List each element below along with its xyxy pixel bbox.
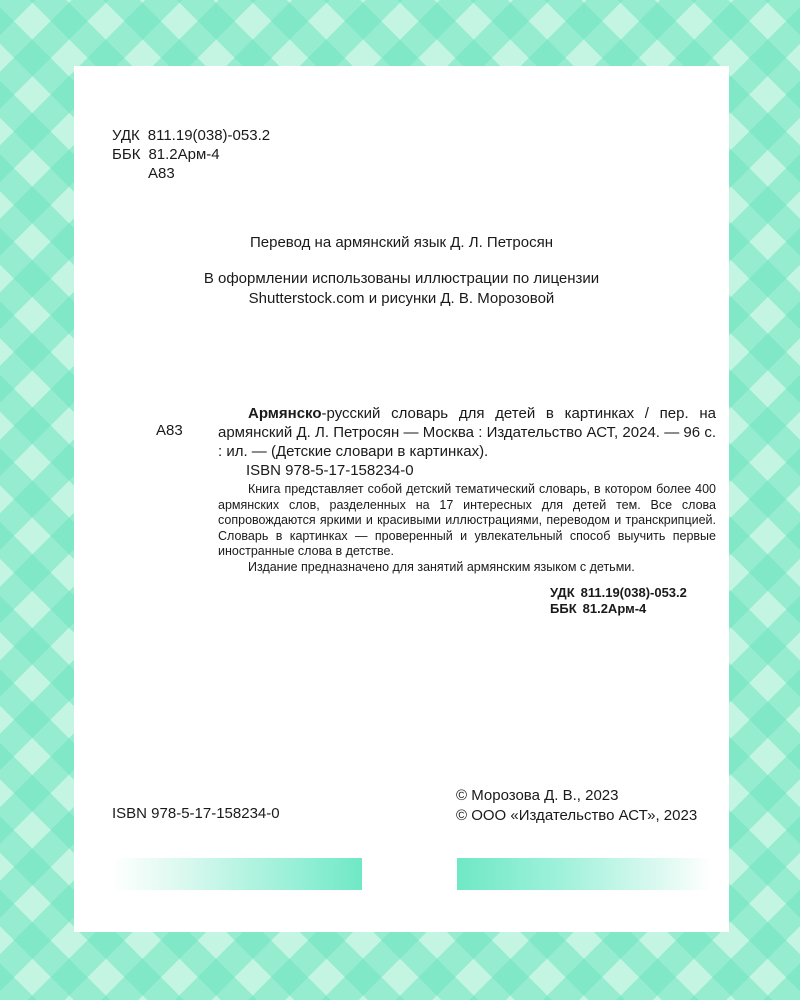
udk-label-bottom: УДК (550, 585, 575, 600)
annotation-paragraph-2: Издание предназначено для занятий армянским языком с детьми. (248, 559, 635, 574)
udk-code-bottom: 811.19(038)-053.2 (580, 585, 687, 600)
udk-label: УДК (112, 127, 140, 144)
illustration-credit (74, 269, 729, 309)
classification-block-bottom (550, 585, 687, 617)
bbk-code: 81.2Арм-4 (148, 146, 220, 163)
author-mark: А83 (148, 165, 175, 182)
udk-code: 811.19(038)-053.2 (147, 127, 271, 144)
copyright-block (456, 786, 697, 826)
bbk-label-bottom: ББК (550, 601, 577, 616)
bbk-label: ББК (112, 146, 141, 163)
bbk-line (112, 145, 270, 164)
title-rest: -русский словарь для детей в картинках / пер. на армянский Д. Л. Петросян — Москва : Издательство АСТ, 2024. — 96 с. : ил. — (Детские словари в картинках). (218, 405, 716, 460)
udk-line-bottom (550, 585, 687, 601)
copyright-line-2: © ООО «Издательство АСТ», 2023 (456, 807, 698, 824)
bbk-code-bottom: 81.2Арм-4 (582, 601, 647, 616)
title-bold: Армянско (248, 405, 322, 422)
card-isbn: ISBN 978-5-17-158234-0 (246, 462, 414, 479)
annotation-paragraph-1: Книга представляет собой детский тематический словарь, в котором более 400 армянских слов, разделенных на 17 интересных для детей тем. Все слова сопровождаются яркими и красивыми иллюстрациями, переводом и транскрипцией. Словарь в картинках — проверенный и увлекательный способ выучить первые иностранные слова в детстве. (218, 482, 716, 558)
translation-credit: Перевод на армянский язык Д. Л. Петросян (250, 234, 553, 251)
bbk-line-bottom (550, 601, 687, 617)
imprint-page (74, 66, 729, 932)
annotation (218, 482, 716, 575)
illustration-credit-line2: Shutterstock.com и рисунки Д. В. Морозовой (248, 290, 555, 307)
card-author-mark: А83 (156, 422, 183, 439)
bibliographic-record (218, 404, 716, 461)
illustration-credit-line1: В оформлении использованы иллюстрации по лицензии (203, 270, 600, 287)
copyright-line-1: © Морозова Д. В., 2023 (456, 787, 619, 804)
udk-line (112, 126, 270, 145)
classification-block-top (112, 126, 270, 183)
isbn-bottom: ISBN 978-5-17-158234-0 (112, 805, 280, 822)
decorative-bar-left (112, 858, 362, 890)
decorative-bar-right (457, 858, 711, 890)
